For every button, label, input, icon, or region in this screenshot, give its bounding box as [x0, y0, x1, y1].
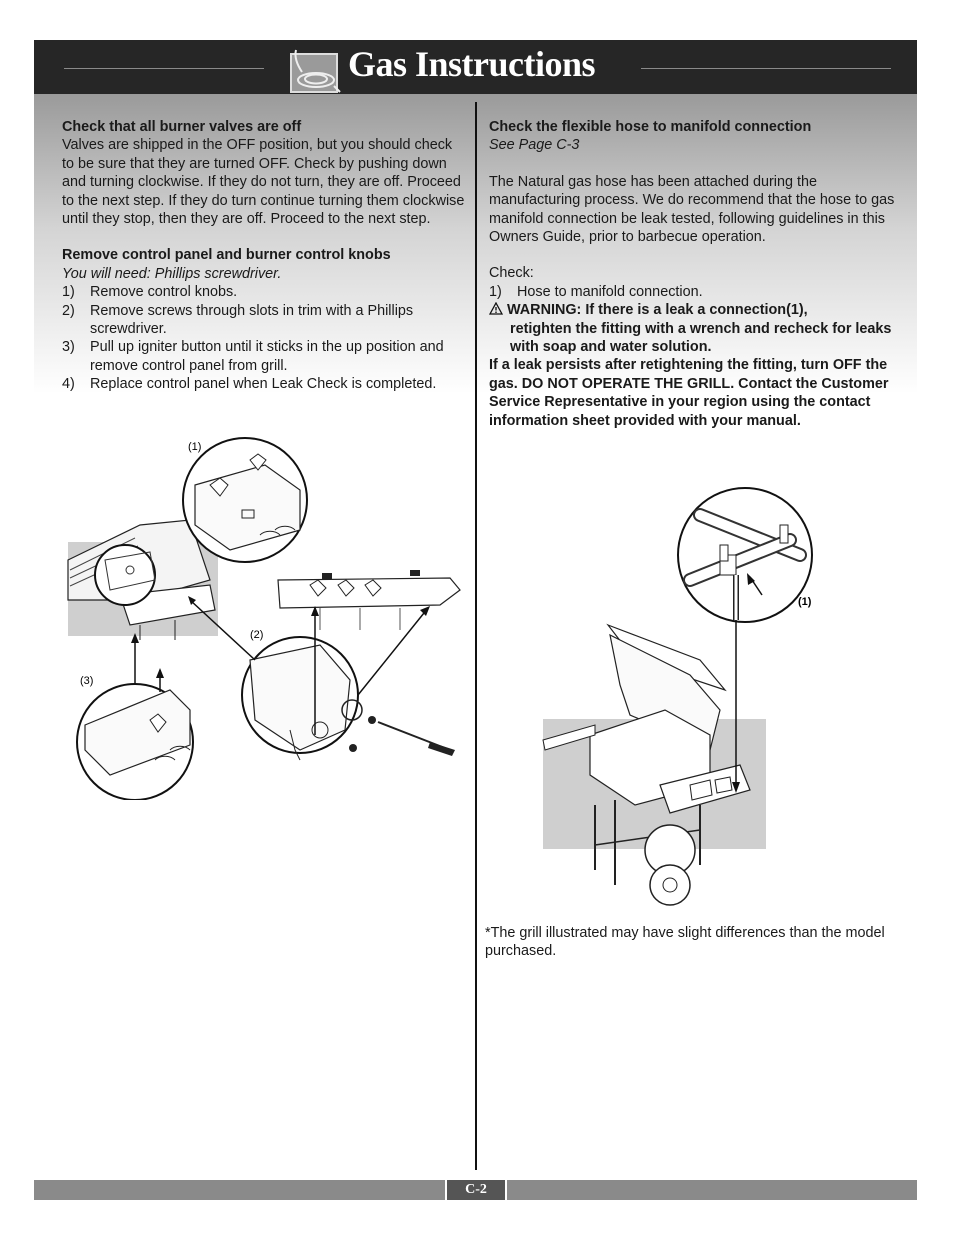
leak-persists-text: If a leak persists after retightening the fitting, turn OFF the gas. DO NOT OPERATE THE GRILL. Contact the Customer Service Representative in your region using the contact information sheet provided with your manual. — [489, 357, 889, 429]
callout-3: (3) — [80, 675, 94, 687]
list-item — [62, 375, 466, 393]
warning-triangle-icon — [489, 302, 503, 315]
header-rule-left — [64, 68, 264, 69]
section-heading: Check that all burner valves are off — [62, 119, 302, 135]
list-number: 1) — [62, 284, 75, 301]
list-number: 3) — [62, 339, 75, 356]
list-text: Remove screws through slots in trim with a Phillips screwdriver. — [90, 302, 414, 338]
list-number: 4) — [62, 376, 75, 393]
warning-line — [489, 301, 899, 319]
footnote: *The grill illustrated may have slight differences than the model purchased. — [485, 925, 885, 960]
list-item — [62, 338, 466, 375]
grill-hose-illustration — [540, 485, 820, 910]
warning-text: WARNING: If there is a leak a connection(1), — [507, 302, 808, 319]
list-item — [489, 283, 899, 301]
callout-2: (2) — [250, 629, 264, 641]
section-body: Valves are shipped in the OFF position, but you should check to be sure that they are turned OFF. Check by pushing down and turning clockwise. If they do not turn, they are off. Proceed to the next step. If they do turn continue turning them clockwise until they stop, then they are off. Proceed to the next step. — [62, 137, 465, 228]
control-panel-illustration — [60, 430, 470, 800]
right-column — [489, 118, 899, 430]
list-text: Hose to manifold connection. — [517, 283, 703, 300]
list-item — [62, 302, 466, 339]
callout-1: (1) — [798, 596, 812, 608]
section-heading: Check the flexible hose to manifold connection — [489, 119, 812, 135]
list-number: 1) — [489, 283, 502, 300]
section-heading: Remove control panel and burner control knobs — [62, 247, 391, 264]
check-label: Check: — [489, 265, 534, 282]
page-title: Gas Instructions — [348, 44, 596, 84]
header-bar — [34, 40, 917, 94]
list-number: 2) — [62, 302, 75, 319]
list-text: Remove control knobs. — [90, 284, 238, 301]
list-text: Pull up igniter button until it sticks in the up position and remove control panel from grill. — [90, 339, 444, 374]
list-item — [62, 283, 466, 301]
column-divider — [475, 102, 477, 1170]
see-page-ref: See Page C-3 — [489, 137, 580, 154]
tools-needed: You will need: Phillips screwdriver. — [62, 265, 282, 282]
gas-hose-icon — [288, 46, 344, 94]
header-rule-right — [641, 68, 891, 69]
list-text: Replace control panel when Leak Check is completed. — [90, 376, 437, 393]
page-number: C-2 — [445, 1180, 507, 1200]
callout-1: (1) — [188, 441, 202, 453]
warning-continued: retighten the fitting with a wrench and recheck for leaks with soap and water solution. — [510, 320, 892, 356]
left-column — [62, 118, 466, 394]
section-body: The Natural gas hose has been attached during the manufacturing process. We do recommend that the hose to gas manifold connection be leak tested, following guidelines in this Owners Guide, prior to barbecue operation. — [489, 173, 895, 246]
